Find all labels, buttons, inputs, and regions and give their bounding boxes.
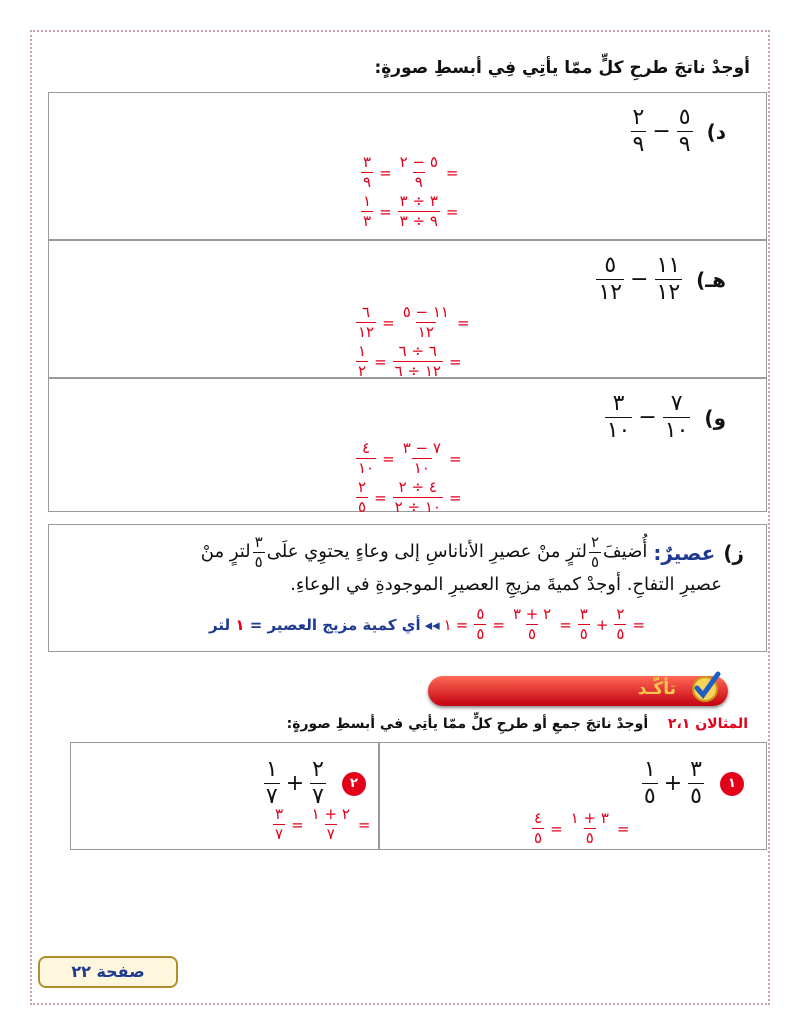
- arrow-icon: ◂◂: [424, 615, 440, 634]
- problem-h: [48, 240, 767, 378]
- juice-problem: [48, 524, 767, 652]
- juice-answer: أي كمية مزيج العصير = ١ لتر ◂◂ ١ = $\frac{٥}{٥}$ = $\frac{٢ + ٣}{٥}$ = $\frac{٣}{٥}$ + $\frac{٢}{٥}$ =: [209, 605, 646, 643]
- juice-text: ز) عصيرٌ: أُضيفَ $\frac{٢}{٥}$ لترٍ منْ عصيرِ الأناناسِ إلى وعاءٍ يحتوِي علَى $\frac{٣}{٥}$ لترٍ منْ عصيرِ التفاحِ. أوجدْ كميةَ مزيجِ العصيرِ الموجودةِ في الوعاءِ.: [200, 533, 744, 595]
- problem-w: [48, 378, 767, 516]
- juice-answer-text: أي كمية مزيج العصير = ١ لتر: [209, 615, 421, 634]
- problem-label: د): [706, 119, 726, 144]
- numerator: ٥: [678, 105, 691, 130]
- page-number: صفحة ٢٢: [38, 956, 178, 988]
- checkmark-icon: [688, 670, 722, 704]
- denominator: ٩: [678, 132, 691, 157]
- exercise-2: ٢ $\frac{٢}{٧}$ + $\frac{١}{٧}$ $\frac{٣}{٧}$ = $\frac{٢ + ١}{٧}$ =: [70, 742, 379, 850]
- exercise-2-solution: $\frac{٣}{٧}$ = $\frac{٢ + ١}{٧}$ =: [275, 805, 371, 843]
- check-title: تأكّـد: [637, 679, 676, 699]
- problem-d-solution: $\frac{٣}{٩}$ = $\frac{٥ - ٢}{٩}$ = $\frac{١}{٣}$ = $\frac{٣ \div ٣}{٩ \div ٣}$ =: [363, 153, 459, 230]
- problem-w-solution: $\frac{٤}{١٠}$ = $\frac{٧ - ٣}{١٠}$ = $\frac{٢}{٥}$ = $\frac{٤ \div ٢}{١٠ \div ٢}$ =: [358, 439, 462, 516]
- problem-w-question: و) $\frac{٧}{١٠}$ − $\frac{٣}{١٠}$: [606, 391, 726, 443]
- examples-label: المثالان ٢،١: [667, 716, 748, 732]
- problem-d-question: د) $\frac{٥}{٩}$ − $\frac{٢}{٩}$: [632, 105, 726, 157]
- problem-d: [48, 92, 767, 240]
- problem-h-question: هـ) $\frac{١١}{١٢}$ − $\frac{٥}{١٢}$: [598, 253, 726, 305]
- check-banner: [428, 676, 728, 706]
- numerator: ٢: [632, 105, 645, 130]
- exercise-1: ١ $\frac{٣}{٥}$ + $\frac{١}{٥}$ $\frac{٤}{٥}$ = $\frac{٣ + ١}{٥}$ =: [379, 742, 767, 850]
- problem-h-solution: $\frac{٦}{١٢}$ = $\frac{١١ - ٥}{١٢}$ = $\frac{١}{٢}$ = $\frac{٦ \div ٦}{١٢ \div ٦}$ =: [358, 303, 470, 380]
- exercise-number: ١: [720, 772, 744, 796]
- exercise-1-solution: $\frac{٤}{٥}$ = $\frac{٣ + ١}{٥}$ =: [534, 809, 630, 847]
- instruction-2: المثالان ٢،١ أوجدْ ناتجَ جمعِ أو طرحِ كلٍّ ممّا يأتِي في أبسطِ صورةٍ:: [286, 716, 748, 732]
- instruction: أوجدْ ناتجَ طرحِ كلٍّ ممّا يأتِي فِي أبسطِ صورةٍ:: [374, 58, 750, 78]
- juice-title: عصيرٌ:: [653, 540, 716, 565]
- denominator: ٩: [632, 132, 645, 157]
- exercise-number: ٢: [342, 772, 366, 796]
